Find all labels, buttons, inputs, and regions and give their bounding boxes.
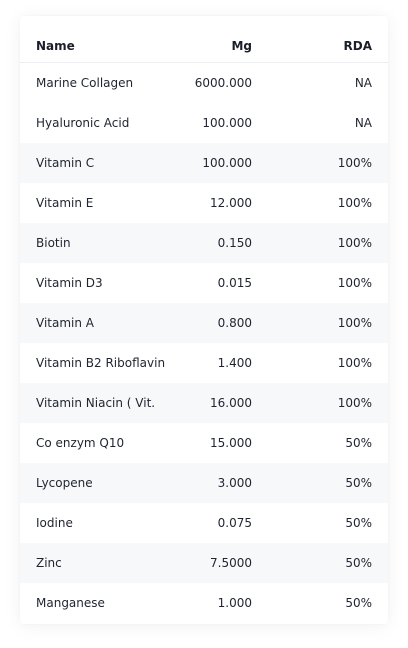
row-mg: 6000.000: [194, 76, 252, 90]
table-row: [20, 583, 388, 623]
column-header-mg[interactable]: Mg: [231, 39, 252, 53]
table-row: [20, 383, 388, 423]
row-mg: 1.400: [217, 356, 252, 370]
row-mg: 0.075: [217, 516, 252, 530]
row-rda: NA: [354, 76, 372, 90]
row-name: Vitamin A: [36, 316, 94, 330]
row-mg: 100.000: [202, 156, 252, 170]
row-name: Vitamin Niacin ( Vit.: [36, 396, 156, 410]
table-row: [20, 103, 388, 143]
table-row: [20, 303, 388, 343]
row-rda: 50%: [345, 556, 372, 570]
row-name: Marine Collagen: [36, 76, 134, 90]
table-header: [20, 16, 388, 63]
row-rda: 50%: [345, 436, 372, 450]
row-name: Lycopene: [36, 476, 93, 490]
nutrition-table-card: [20, 16, 388, 624]
table-row: [20, 503, 388, 543]
table-row: [20, 423, 388, 463]
row-name: Iodine: [36, 516, 73, 530]
row-mg: 100.000: [202, 116, 252, 130]
row-name: Manganese: [36, 596, 105, 610]
row-mg: 15.000: [210, 436, 252, 450]
row-mg: 0.150: [217, 236, 252, 250]
row-rda: 100%: [337, 156, 372, 170]
row-mg: 0.800: [217, 316, 252, 330]
row-mg: 1.000: [217, 596, 252, 610]
table-row: [20, 543, 388, 583]
row-rda: 50%: [345, 476, 372, 490]
row-name: Vitamin D3: [36, 276, 103, 290]
row-mg: 0.015: [217, 276, 252, 290]
row-name: Vitamin E: [36, 196, 94, 210]
row-name: Co enzym Q10: [36, 436, 125, 450]
row-rda: 100%: [337, 196, 372, 210]
row-name: Vitamin C: [36, 156, 95, 170]
row-name: Biotin: [36, 236, 71, 250]
table-row: [20, 343, 388, 383]
row-rda: NA: [354, 116, 372, 130]
row-rda: 100%: [337, 356, 372, 370]
table-row: [20, 63, 388, 103]
column-header-rda[interactable]: RDA: [343, 39, 372, 53]
row-mg: 16.000: [210, 396, 252, 410]
row-rda: 50%: [345, 596, 372, 610]
row-rda: 100%: [337, 236, 372, 250]
row-rda: 50%: [345, 516, 372, 530]
row-rda: 100%: [337, 276, 372, 290]
row-mg: 7.5000: [210, 556, 252, 570]
table-row: [20, 223, 388, 263]
table-row: [20, 143, 388, 183]
table-row: [20, 263, 388, 303]
table-row: [20, 183, 388, 223]
row-name: Zinc: [36, 556, 62, 570]
row-rda: 100%: [337, 316, 372, 330]
row-name: Hyaluronic Acid: [36, 116, 130, 130]
row-mg: 3.000: [217, 476, 252, 490]
table-row: [20, 463, 388, 503]
row-rda: 100%: [337, 396, 372, 410]
row-name: Vitamin B2 Riboflavin: [36, 356, 166, 370]
row-mg: 12.000: [210, 196, 252, 210]
column-header-name[interactable]: Name: [36, 39, 75, 53]
